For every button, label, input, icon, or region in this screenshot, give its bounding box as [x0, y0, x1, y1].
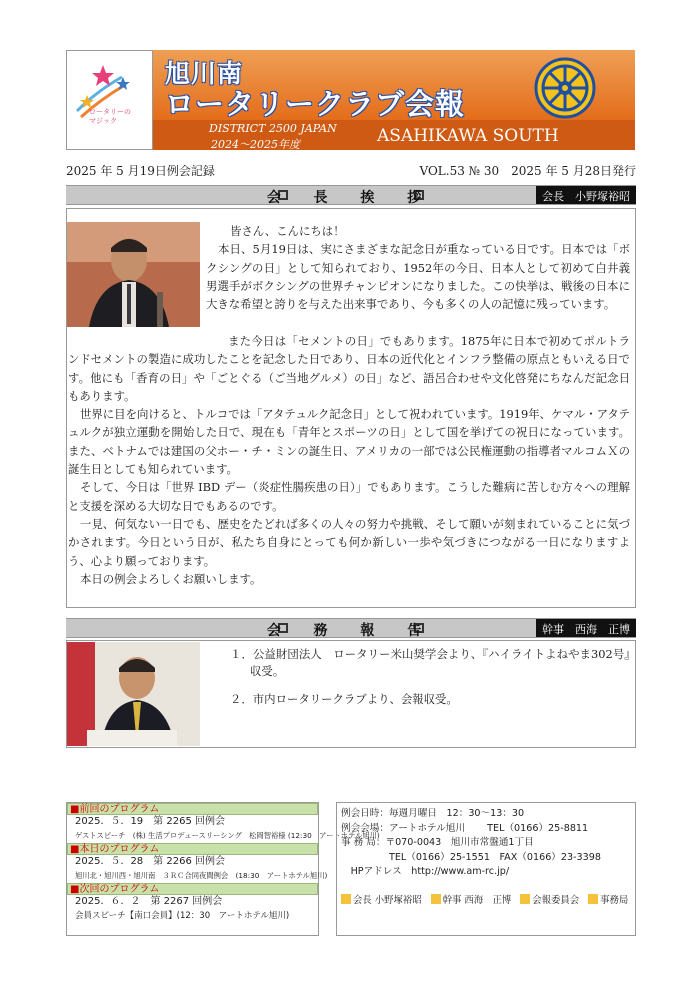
homepage-url[interactable]: HPアドレス http://www.am-rc.jp/ — [341, 866, 510, 877]
greeting-intro — [206, 222, 630, 313]
greeting-speaker: 会長 小野塚裕昭 — [536, 186, 636, 204]
meeting-venue: 例会会場：アートホテル旭川 TEL（0166）25-8811 — [341, 822, 589, 834]
logo-text-1: ロータリーの — [89, 108, 131, 116]
bulletin-title: ロータリークラブ会報 — [165, 87, 466, 121]
prev-program-head: ■前回のプログラム — [67, 803, 318, 815]
rotary-wheel-icon — [533, 56, 597, 120]
greeting-paragraph: 皆さん、こんにちは！ — [230, 224, 345, 238]
report-list — [230, 646, 630, 708]
role-president: 会長 小野塚裕昭 — [353, 894, 422, 906]
club-logo — [66, 50, 153, 150]
role-secretary: 幹事 西海 正博 — [442, 894, 512, 906]
next-program-detail: 会員スピーチ【南口会員】(12：30 アートホテル旭川) — [75, 911, 290, 921]
greeting-title: 会 長 挨 拶 — [266, 190, 436, 206]
program-box — [66, 802, 380, 936]
district-label: DISTRICT 2500 JAPAN — [209, 122, 337, 135]
bullet-icon — [341, 894, 351, 904]
president-photo — [67, 222, 200, 327]
greeting-header — [66, 185, 636, 205]
today-program-detail: 旭川北・旭川西・旭川南 ３ＲＣ合同夜間例会 (18:30 アートホテル旭川) — [75, 871, 328, 880]
fiscal-year: 2024〜2025年度 — [211, 138, 300, 151]
meeting-time: 例会日時：毎週月曜日 12：30〜13：30 — [341, 808, 525, 819]
report-header — [66, 618, 636, 638]
header-banner — [153, 50, 635, 150]
club-name: 旭川南 — [165, 59, 244, 88]
next-program-head: ■次回のプログラム — [67, 883, 318, 895]
today-program-head: ■本日のプログラム — [67, 843, 318, 855]
secretary-photo — [67, 642, 200, 746]
club-name-en: ASAHIKAWA SOUTH — [377, 126, 559, 146]
greeting-paragraph: また今日は「セメントの日」でもあります。1875年に日本で初めてポルトランドセメントの製造に成功したことを記念した日であり、日本の近代化とインフラ整備の原点ともいえる日です。他にも「香育の日」や「ごとぐる（ご当地グルメ）の日」など、語呂合わせや文化啓発にちなんだ記念日もあります。 — [68, 334, 630, 403]
role-office: 事務局 — [600, 894, 629, 906]
rotary-magic-logo-icon — [67, 51, 152, 149]
prev-program-detail: ゲストスピーチ (株) 生活プロデュースリーシング 松岡智裕様 (12:30 アートホテル旭川) — [75, 831, 380, 840]
office-address: 事 務 局：〒070-0043 旭川市常盤通1丁目 — [341, 837, 534, 848]
club-roles — [337, 894, 635, 909]
club-info-box — [336, 802, 636, 936]
logo-text-2: マジック — [89, 117, 117, 125]
greeting-paragraph: 本日、5月19日は、実にさまざまな記念日が重なっている日です。日本では「ボクシングの日」として知られており、1952年の今日、日本人として初めて白井義男選手がボクシングの世界チャンピオンになりました。この快挙は、戦後の日本に大きな希望と誇りを与えた出来事であり、今も多くの人の記憶に残っています。 — [206, 242, 630, 312]
greeting-paragraph: 世界に目を向けると、トルコでは「アタテュルク記念日」として祝われています。1919年、ケマル・アタテュルクが独立運動を開始した日で、現在も「青年とスポーツの日」として国を挙げての祝日になっています。また、ベトナムでは建国の父ホー・チ・ミンの誕生日、アメリカの一部では公民権運動の指導者マルコムＸの誕生日としても知られています。 — [68, 407, 630, 477]
bullet-icon — [520, 894, 530, 904]
office-phone: TEL（0166）25-1551 FAX（0166）23-3398 — [341, 851, 601, 863]
prev-program-date: 2025．５．19 第 2265 回例会 — [75, 816, 225, 827]
today-program-date: 2025．５．28 第 2266 回例会 — [75, 856, 225, 867]
greeting-paragraph: そして、今日は「世界 IBD デー（炎症性腸疾患の日）」でもあります。こうした難病に苦しむ方々への理解と支援を深める大切な日でもあるのです。 — [68, 480, 630, 513]
greeting-body — [68, 332, 630, 588]
next-program-date: 2025．６．２ 第 2267 回例会 — [75, 896, 223, 907]
report-item: １．公益財団法人 ロータリー米山奨学会より、『ハイライトよねやま302号』収受。 — [230, 647, 630, 678]
bullet-icon — [588, 894, 598, 904]
greeting-paragraph: 一見、何気ない一日でも、歴史をたどれば多くの人々の努力や挑戦、そして願いが刻まれていることに気づかされます。今日という日が、私たち自身にとっても何か新しい一歩や気づきにつながる一日になりますよう、心より願っております。 — [68, 516, 630, 568]
report-speaker: 幹事 西海 正博 — [536, 619, 636, 637]
issue-number: VOL.53 № 30 2025 年 5 月28日発行 — [419, 164, 636, 178]
bullet-icon — [431, 894, 441, 904]
meeting-record-date: 2025 年 5 月19日例会記録 — [66, 164, 215, 178]
report-item: ２．市内ロータリークラブより、会報収受。 — [230, 692, 458, 706]
issue-meta — [66, 162, 636, 180]
role-committee: 会報委員会 — [532, 894, 580, 906]
greeting-paragraph: 本日の例会よろしくお願いします。 — [80, 571, 262, 586]
report-title: 会 務 報 告 — [266, 623, 436, 639]
